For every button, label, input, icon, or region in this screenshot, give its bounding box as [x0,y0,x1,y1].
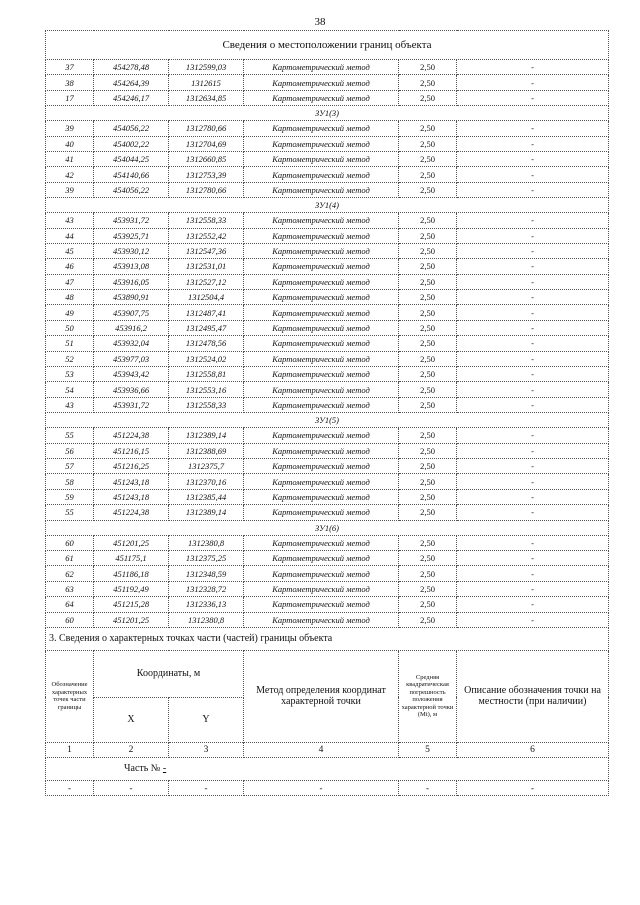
table-row [46,367,609,382]
table-cell: 2,50 [399,382,457,397]
table-cell: 1312780,66 [169,121,244,136]
header-y: Y [169,697,244,742]
group-label-row [46,413,609,428]
table-cell: 2,50 [399,243,457,258]
table-cell: 56 [46,443,94,458]
table-cell: 2,50 [399,397,457,412]
table-cell: Картометрический метод [244,566,399,581]
table-cell: 1312336,13 [169,597,244,612]
table-cell: - [457,443,609,458]
header-point-designation: Обозначение характерных точек части границы [46,650,94,742]
table-cell: - [399,780,457,795]
table-cell: 454246,17 [94,90,169,105]
table-cell: Картометрический метод [244,228,399,243]
table-cell: 2,50 [399,121,457,136]
table-cell: 453907,75 [94,305,169,320]
table-cell: 454002,22 [94,136,169,151]
table-cell: 2,50 [399,474,457,489]
table-cell: 1312328,72 [169,581,244,596]
group-label: ЗУ1(6) [46,520,609,535]
header-method: Метод определения координат характерной точки [244,650,399,742]
table-row [46,228,609,243]
table-cell: 451192,49 [94,581,169,596]
table-cell: 2,50 [399,443,457,458]
table-cell: 2,50 [399,151,457,166]
table-cell: 1312547,36 [169,243,244,258]
table-cell: 55 [46,505,94,520]
table-row [46,121,609,136]
table-cell: - [457,320,609,335]
table-cell: 453913,08 [94,259,169,274]
table-cell: Картометрический метод [244,320,399,335]
table-cell: 52 [46,351,94,366]
table-row [46,550,609,565]
table-cell: - [457,581,609,596]
table-row [46,259,609,274]
table-cell: 451243,18 [94,474,169,489]
table-row [46,90,609,105]
column-number: 2 [94,742,169,757]
table-cell: - [244,780,399,795]
table-cell: 2,50 [399,60,457,75]
table-cell: 46 [46,259,94,274]
table-cell: 1312478,56 [169,336,244,351]
table-cell: - [457,505,609,520]
table-cell: 61 [46,550,94,565]
table-cell: 2,50 [399,213,457,228]
table-row [46,243,609,258]
table-cell: 43 [46,213,94,228]
table-cell: - [457,397,609,412]
table-cell: 2,50 [399,90,457,105]
table-cell: 44 [46,228,94,243]
table-cell: - [457,182,609,197]
table-cell: 2,50 [399,228,457,243]
table-cell: 454056,22 [94,182,169,197]
table-cell: 453931,72 [94,213,169,228]
table-cell: 453925,71 [94,228,169,243]
table-cell: Картометрический метод [244,259,399,274]
table-cell: - [457,489,609,504]
table-cell: 2,50 [399,259,457,274]
table-cell: 2,50 [399,505,457,520]
table-cell: 1312348,59 [169,566,244,581]
part-value: - [162,762,167,774]
table-row [46,566,609,581]
table-cell: - [457,535,609,550]
table-cell: 1312558,81 [169,367,244,382]
table-cell: Картометрический метод [244,213,399,228]
table-cell: - [457,382,609,397]
table-cell: - [457,60,609,75]
table-cell: 453916,2 [94,320,169,335]
section3 [46,627,609,650]
table-row [46,489,609,504]
part-number-row [46,757,609,780]
table-cell: 39 [46,121,94,136]
table-cell: - [457,612,609,627]
group-label-row [46,106,609,121]
table-cell: 1312531,01 [169,259,244,274]
table-row [46,458,609,473]
table-row [46,443,609,458]
table-cell: - [457,597,609,612]
table-cell: - [457,566,609,581]
table-cell: 451201,25 [94,535,169,550]
table-cell: 2,50 [399,612,457,627]
table-cell: 60 [46,612,94,627]
section-title: Сведения о местоположении границ объекта [46,31,609,60]
table-cell: 2,50 [399,274,457,289]
table-cell: 53 [46,367,94,382]
table-cell: - [457,458,609,473]
table-cell: - [46,780,94,795]
table-row [46,151,609,166]
section3-title: 3. Сведения о характерных точках части (частей) границы объекта [46,627,609,650]
table-cell: - [457,121,609,136]
table-cell: Картометрический метод [244,474,399,489]
table-cell: 2,50 [399,182,457,197]
table-cell: 17 [46,90,94,105]
table-cell: - [457,213,609,228]
table-cell: 37 [46,60,94,75]
table-cell: 2,50 [399,489,457,504]
column-number: 5 [399,742,457,757]
table-cell: Картометрический метод [244,336,399,351]
table-cell: Картометрический метод [244,612,399,627]
table-cell: 451216,15 [94,443,169,458]
table-cell: 2,50 [399,75,457,90]
table-row [46,612,609,627]
table-cell: Картометрический метод [244,397,399,412]
table-cell: 47 [46,274,94,289]
table-cell: 59 [46,489,94,504]
table-cell: 1312558,33 [169,213,244,228]
table-cell: 454264,39 [94,75,169,90]
table-row [46,290,609,305]
table-cell: Картометрический метод [244,351,399,366]
table-row [46,535,609,550]
table-cell: 58 [46,474,94,489]
table-cell: 1312552,42 [169,228,244,243]
group-label-row [46,520,609,535]
table-cell: 2,50 [399,167,457,182]
table-row [46,597,609,612]
table-cell: 43 [46,397,94,412]
table-cell: 453977,03 [94,351,169,366]
table-cell: 1312380,8 [169,535,244,550]
section3-header [46,650,609,742]
table-cell: Картометрический метод [244,489,399,504]
table-cell: Картометрический метод [244,550,399,565]
table-cell: Картометрический метод [244,75,399,90]
table-cell: Картометрический метод [244,305,399,320]
table-cell: 453890,91 [94,290,169,305]
table-cell: 48 [46,290,94,305]
table-cell: 2,50 [399,305,457,320]
table-cell: 2,50 [399,458,457,473]
table-cell: Картометрический метод [244,274,399,289]
table-cell: 2,50 [399,566,457,581]
table-cell: 60 [46,535,94,550]
table-cell: 57 [46,458,94,473]
table-cell: 63 [46,581,94,596]
table-cell: 451186,18 [94,566,169,581]
table-cell: 453931,72 [94,397,169,412]
table-cell: 1312780,66 [169,182,244,197]
table-cell: 1312527,12 [169,274,244,289]
header-description: Описание обозначения точки на местности (при наличии) [457,650,609,742]
table-row [46,182,609,197]
table-cell: Картометрический метод [244,443,399,458]
table-cell: 41 [46,151,94,166]
table-cell: Картометрический метод [244,290,399,305]
table-cell: Картометрический метод [244,60,399,75]
table-cell: Картометрический метод [244,136,399,151]
table-cell: 1312370,16 [169,474,244,489]
table-cell: 451215,28 [94,597,169,612]
table-cell: Картометрический метод [244,243,399,258]
table-cell: 454278,48 [94,60,169,75]
header-coordinates: Координаты, м [94,650,244,697]
table-row [46,351,609,366]
page-number: 38 [314,16,326,28]
table-cell: 55 [46,428,94,443]
table-cell: 2,50 [399,136,457,151]
table-row [46,428,609,443]
table-cell: 2,50 [399,597,457,612]
table-cell: 2,50 [399,535,457,550]
table-cell: 1312704,69 [169,136,244,151]
table-row [46,382,609,397]
table-cell: - [169,780,244,795]
table-row [46,320,609,335]
table-cell: - [457,167,609,182]
table-row [46,167,609,182]
column-number: 1 [46,742,94,757]
table-cell: Картометрический метод [244,505,399,520]
table-cell: 45 [46,243,94,258]
table-cell: 1312380,8 [169,612,244,627]
table-cell: 1312375,7 [169,458,244,473]
table-row [46,136,609,151]
part-row-group [46,757,609,780]
table-cell: Картометрический метод [244,151,399,166]
table-cell: 64 [46,597,94,612]
column-number: 6 [457,742,609,757]
column-number: 4 [244,742,399,757]
table-row [46,305,609,320]
table-cell: 454140,66 [94,167,169,182]
table-cell: Картометрический метод [244,535,399,550]
table-cell: - [457,259,609,274]
table-cell: 1312388,69 [169,443,244,458]
table-cell: 451224,38 [94,505,169,520]
table-cell: 1312634,85 [169,90,244,105]
table-cell: Картометрический метод [244,382,399,397]
table-cell: - [457,90,609,105]
table-cell: 2,50 [399,550,457,565]
table-cell: 451175,1 [94,550,169,565]
table-row [46,213,609,228]
table-cell: 2,50 [399,367,457,382]
table-cell: 51 [46,336,94,351]
table-cell: 2,50 [399,428,457,443]
table-cell: Картометрический метод [244,458,399,473]
boundary-table [45,30,609,796]
table-row [46,60,609,75]
group-label: ЗУ1(4) [46,198,609,213]
table-cell: 40 [46,136,94,151]
header-x: X [94,697,169,742]
part-points [46,780,609,795]
table-cell: - [457,243,609,258]
table-cell: 451224,38 [94,428,169,443]
table-cell: - [457,367,609,382]
table-cell: - [94,780,169,795]
table-cell: - [457,550,609,565]
table-row [46,505,609,520]
table-cell: 451201,25 [94,612,169,627]
table-cell: 54 [46,382,94,397]
table-cell: - [457,136,609,151]
table-cell: 1312487,41 [169,305,244,320]
table-cell: - [457,290,609,305]
table-cell: - [457,305,609,320]
table-row [46,274,609,289]
table-cell: 1312389,14 [169,428,244,443]
table-cell: - [457,228,609,243]
table-cell: 1312599,03 [169,60,244,75]
table-cell: 1312558,33 [169,397,244,412]
column-number: 3 [169,742,244,757]
table-cell: - [457,780,609,795]
table-cell: 1312385,44 [169,489,244,504]
table-cell: Картометрический метод [244,182,399,197]
table-cell: Картометрический метод [244,167,399,182]
header-accuracy: Средняя квадратическая погрешность положения характерной точки (Mt), м [399,650,457,742]
table-cell: 1312660,85 [169,151,244,166]
table-cell: Картометрический метод [244,581,399,596]
table-row [46,336,609,351]
table-cell: 38 [46,75,94,90]
table-cell: 2,50 [399,336,457,351]
table-cell: Картометрический метод [244,90,399,105]
table-cell: 2,50 [399,290,457,305]
table-cell: - [457,474,609,489]
table-cell: 454056,22 [94,121,169,136]
table-row [46,474,609,489]
table-cell: 1312504,4 [169,290,244,305]
table-cell: - [457,75,609,90]
group-label-row [46,198,609,213]
table-cell: 453936,66 [94,382,169,397]
table-cell: - [457,428,609,443]
table-cell: Картометрический метод [244,367,399,382]
table-cell: 1312753,39 [169,167,244,182]
table-cell: - [457,274,609,289]
boundary-document [45,30,608,796]
table-cell: 453932,04 [94,336,169,351]
table-row [46,75,609,90]
table-cell: 62 [46,566,94,581]
table-cell: 1312495,47 [169,320,244,335]
column-numbers [46,742,609,757]
table-row [46,397,609,412]
table-cell: 451243,18 [94,489,169,504]
table-cell: - [457,151,609,166]
table-cell: - [457,351,609,366]
table-cell: 39 [46,182,94,197]
table-cell: 1312615 [169,75,244,90]
table-cell: 1312389,14 [169,505,244,520]
group-label: ЗУ1(5) [46,413,609,428]
table-cell: 1312524,02 [169,351,244,366]
group-label: ЗУ1(3) [46,106,609,121]
table-row [46,581,609,596]
table-cell: 2,50 [399,581,457,596]
table-cell: 453916,05 [94,274,169,289]
table-cell: 50 [46,320,94,335]
table-cell: Картометрический метод [244,121,399,136]
table-cell: - [457,336,609,351]
table-cell: 2,50 [399,351,457,366]
table-cell: 2,50 [399,320,457,335]
table-cell: 451216,25 [94,458,169,473]
table-cell: 453943,42 [94,367,169,382]
part-label: Часть № [124,762,161,774]
table-cell: 453930,12 [94,243,169,258]
table-cell: 1312553,16 [169,382,244,397]
boundary-table-body [46,31,609,628]
table-cell: 1312375,25 [169,550,244,565]
table-cell: 42 [46,167,94,182]
table-cell: 454044,25 [94,151,169,166]
table-cell: 49 [46,305,94,320]
table-cell: Картометрический метод [244,597,399,612]
table-cell: Картометрический метод [244,428,399,443]
